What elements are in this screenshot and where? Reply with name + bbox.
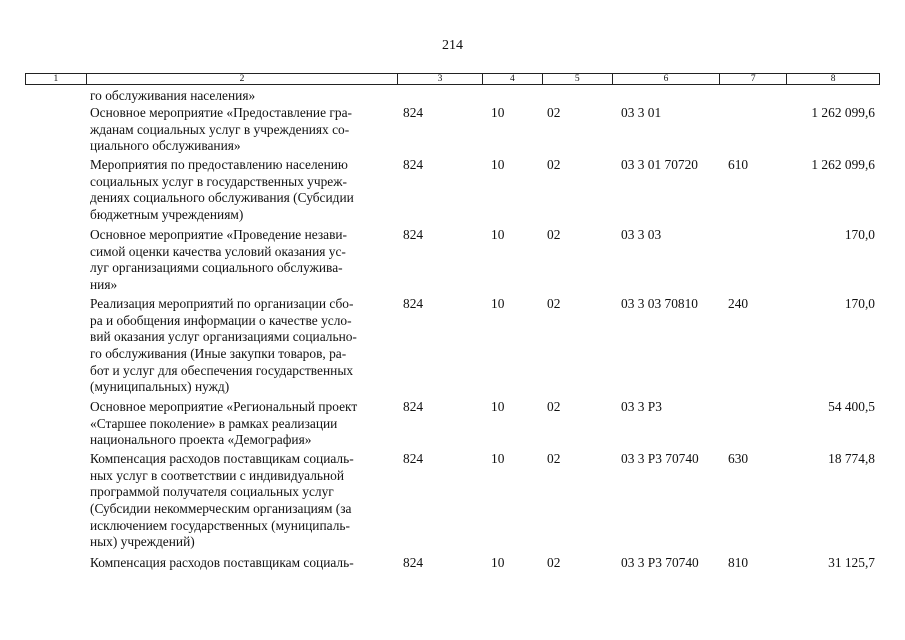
row-description <box>90 227 396 294</box>
expense-type-code: 810 <box>728 555 749 570</box>
table-header <box>25 73 880 85</box>
subsection-code: 02 <box>547 157 561 172</box>
row-description <box>90 157 396 224</box>
header-col-7: 7 <box>720 74 787 84</box>
ministry-code: 824 <box>403 105 424 120</box>
amount: 170,0 <box>844 296 875 311</box>
description-line: ных услуг в соответствии с индивидуальной <box>90 467 345 483</box>
subsection-code: 02 <box>547 399 561 414</box>
description-line: го обслуживания (Иные закупки товаров, ра- <box>90 346 347 362</box>
description-line: бот и услуг для обеспечения государственных <box>90 362 354 378</box>
amount: 31 125,7 <box>828 555 875 570</box>
ministry-code: 824 <box>403 157 424 172</box>
description-line: Основное мероприятие «Проведение незави- <box>90 227 348 242</box>
subsection-code: 02 <box>547 451 561 466</box>
description-line: ра и обобщения информации о качестве усло- <box>90 312 352 328</box>
row-description <box>90 399 396 449</box>
target-article-code: 03 3 P3 70740 <box>621 451 699 466</box>
description-line: вий оказания услуг организациями социально- <box>90 329 357 345</box>
subsection-code: 02 <box>547 105 561 120</box>
ministry-code: 824 <box>403 451 424 466</box>
target-article-code: 03 3 01 <box>621 105 662 120</box>
header-col-1: 1 <box>26 74 87 84</box>
amount: 1 262 099,6 <box>811 157 875 172</box>
description-line: (муниципальных) нужд) <box>90 379 230 395</box>
target-article-code: 03 3 03 70810 <box>621 296 698 311</box>
description-line: Основное мероприятие «Предоставление гра- <box>90 105 352 120</box>
expense-type-code: 610 <box>728 157 749 172</box>
ministry-code: 824 <box>403 296 424 311</box>
section-code: 10 <box>491 157 505 172</box>
target-article-code: 03 3 01 70720 <box>621 157 698 172</box>
amount: 54 400,5 <box>828 399 875 414</box>
target-article-code: 03 3 P3 70740 <box>621 555 699 570</box>
section-code: 10 <box>491 451 505 466</box>
description-line: ных) учреждений) <box>90 534 195 550</box>
description-line: Компенсация расходов поставщикам социаль- <box>90 555 354 570</box>
section-code: 10 <box>491 399 505 414</box>
expense-type-code: 630 <box>728 451 749 466</box>
description-line: жданам социальных услуг в учреждениях со- <box>90 121 350 137</box>
header-col-2: 2 <box>87 74 398 84</box>
description-line: циального обслуживания» <box>90 138 241 154</box>
description-line: Основное мероприятие «Региональный проект <box>90 399 358 414</box>
row-description <box>90 555 396 572</box>
description-line: Мероприятия по предоставлению населению <box>90 157 348 172</box>
description-line: «Старшее поколение» в рамках реализации <box>90 415 338 431</box>
description-line: программой получателя социальных услуг <box>90 484 334 500</box>
header-col-6: 6 <box>613 74 721 84</box>
amount: 170,0 <box>844 227 875 242</box>
description-line: Реализация мероприятий по организации сбо- <box>90 296 354 311</box>
amount: 1 262 099,6 <box>811 105 875 120</box>
row-description <box>90 105 396 155</box>
ministry-code: 824 <box>403 555 424 570</box>
page-number: 214 <box>442 38 463 53</box>
section-code: 10 <box>491 296 505 311</box>
description-line: ния» <box>90 277 118 293</box>
description-line: луг организациями социального обслужива- <box>90 260 343 276</box>
continuation-text: го обслуживания населения» <box>90 88 256 103</box>
row-description <box>90 296 396 396</box>
header-col-3: 3 <box>398 74 483 84</box>
description-line: симой оценки качества условий оказания ус- <box>90 243 346 259</box>
section-code: 10 <box>491 227 505 242</box>
section-code: 10 <box>491 555 505 570</box>
header-col-5: 5 <box>543 74 613 84</box>
description-line: исключением государственных (муниципаль- <box>90 517 350 533</box>
expense-type-code: 240 <box>728 296 749 311</box>
subsection-code: 02 <box>547 555 561 570</box>
description-line: бюджетным учреждениям) <box>90 207 244 223</box>
ministry-code: 824 <box>403 227 424 242</box>
description-line: Компенсация расходов поставщикам социаль- <box>90 451 354 466</box>
description-line: (Субсидии некоммерческим организациям (за <box>90 501 352 517</box>
description-line: национального проекта «Демография» <box>90 432 312 448</box>
amount: 18 774,8 <box>828 451 875 466</box>
subsection-code: 02 <box>547 227 561 242</box>
section-code: 10 <box>491 105 505 120</box>
row-description <box>90 451 396 551</box>
target-article-code: 03 3 03 <box>621 227 662 242</box>
target-article-code: 03 3 P3 <box>621 399 662 414</box>
description-line: социальных услуг в государственных учреж- <box>90 173 347 189</box>
header-col-8: 8 <box>830 74 836 84</box>
header-col-4: 4 <box>483 74 543 84</box>
subsection-code: 02 <box>547 296 561 311</box>
description-line: дениях социального обслуживания (Субсидии <box>90 190 354 206</box>
ministry-code: 824 <box>403 399 424 414</box>
